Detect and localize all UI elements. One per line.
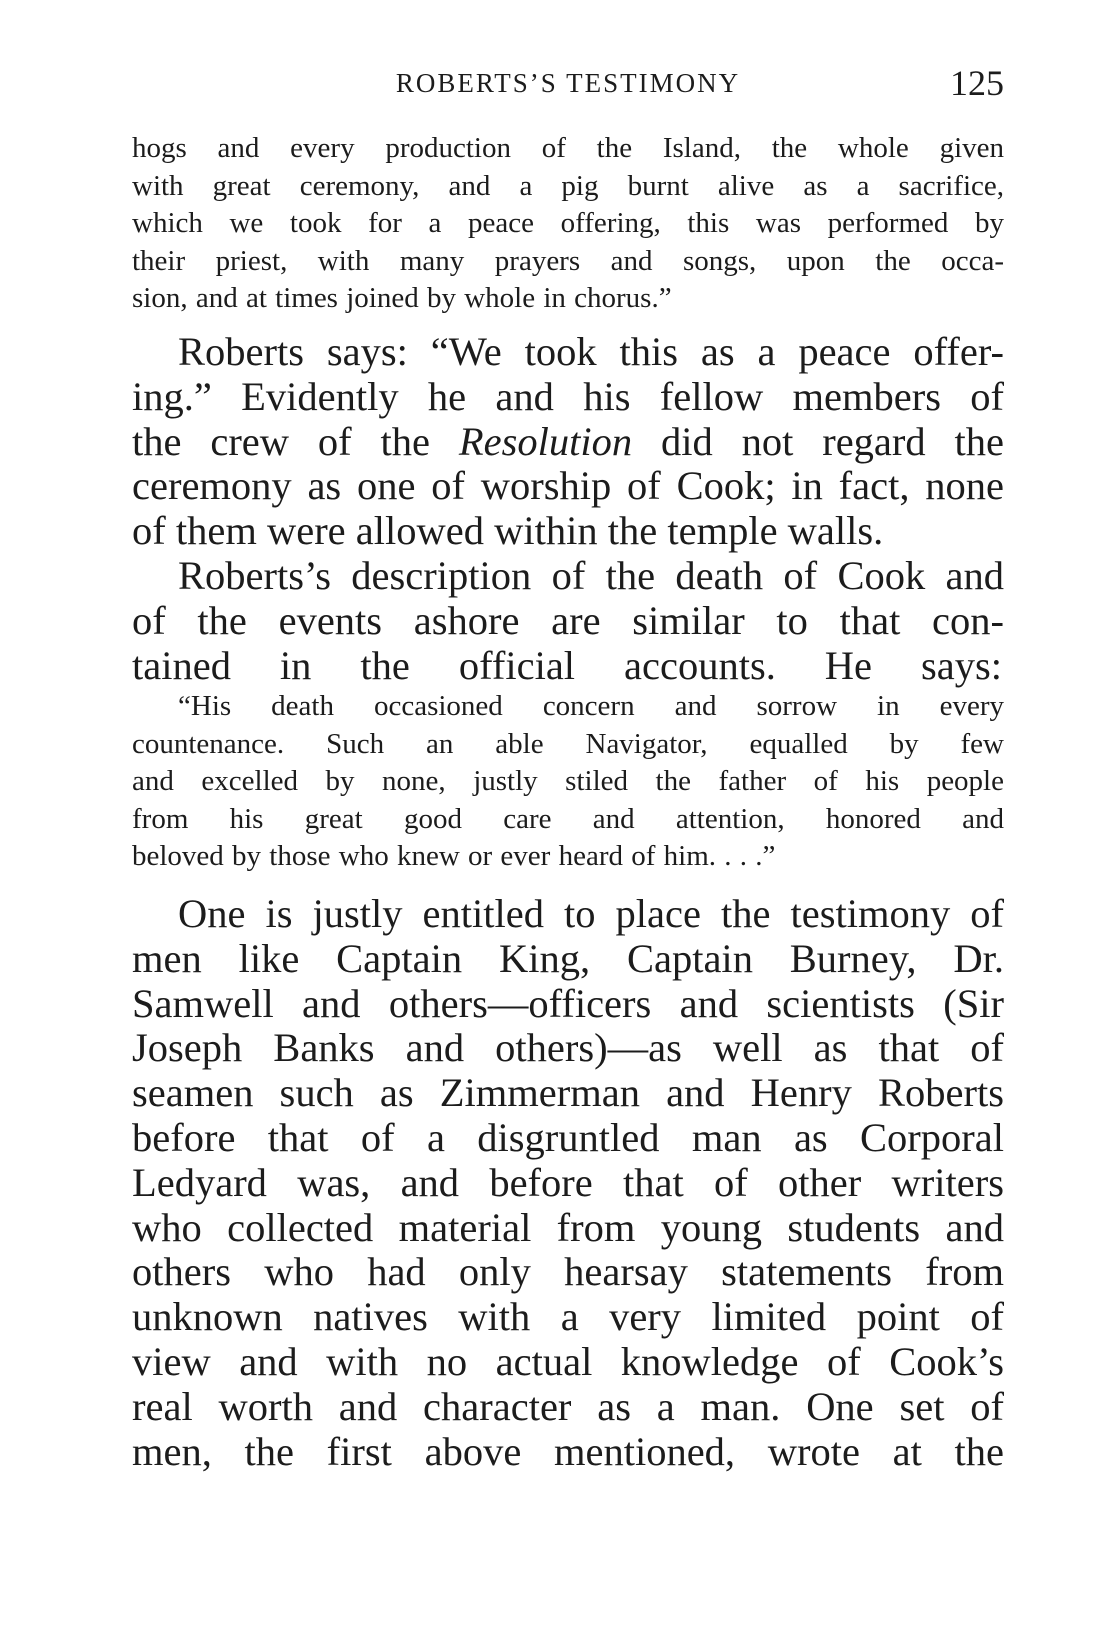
- text-line: of them were allowed within the temple walls.: [132, 508, 884, 554]
- text-line: from his great good care and attention, honored and: [132, 802, 1004, 835]
- text-line: unknown natives with a very limited point of: [132, 1294, 1004, 1340]
- ship-name: Resolution: [458, 418, 633, 464]
- text-line: of the events ashore are similar to that con-: [132, 597, 1004, 643]
- text-line: [132, 420, 1004, 465]
- text-line: “His death occasioned concern and sorrow in every: [178, 690, 1004, 722]
- text-line: others who had only hearsay statements from: [132, 1249, 1004, 1295]
- text-line: with great ceremony, and a pig burnt alive as a sacrifice,: [132, 169, 1004, 202]
- text-line: men, the first above mentioned, wrote at the: [132, 1428, 1004, 1474]
- text-segment: the crew of the: [132, 418, 459, 464]
- text-line: [132, 644, 1004, 689]
- text-line: their priest, with many prayers and songs, upon the occa-: [132, 244, 1004, 277]
- text-line: Samwell and others—officers and scientists (Sir: [132, 980, 1004, 1026]
- text-segment: did not regard the: [632, 418, 1004, 464]
- text-line: who collected material from young students and: [132, 1204, 1004, 1250]
- text-line: Roberts says: “We took this as a peace offer-: [178, 329, 1004, 374]
- body-paragraph: [132, 330, 1004, 688]
- text-line: real worth and character as a man. One set of: [132, 1383, 1004, 1429]
- text-line: ing.” Evidently he and his fellow members of: [132, 373, 1004, 419]
- text-line: seamen such as Zimmerman and Henry Roberts: [132, 1070, 1004, 1116]
- text-line: hogs and every production of the Island, the whole given: [132, 132, 1004, 164]
- text-segment: tained in the official accounts. He says:: [132, 642, 1002, 688]
- text-line: before that of a disgruntled man as Corporal: [132, 1114, 1004, 1160]
- text-line: Roberts’s description of the death of Cook and: [178, 552, 1004, 598]
- quoted-passage-continuation: [132, 130, 1004, 318]
- text-line: men like Captain King, Captain Burney, Dr.: [132, 935, 1004, 981]
- body-paragraph: [132, 892, 1004, 1474]
- text-line: Joseph Banks and others)—as well as that of: [132, 1025, 1004, 1071]
- text-line: and excelled by none, justly stiled the father of his people: [132, 765, 1004, 797]
- text-line: view and with no actual knowledge of Cook’s: [132, 1338, 1004, 1384]
- page-header: [132, 62, 1004, 106]
- text-line: ceremony as one of worship of Cook; in fact, none: [132, 463, 1004, 509]
- text-line: countenance. Such an able Navigator, equalled by few: [132, 727, 1004, 760]
- text-line: which we took for a peace offering, this was performed by: [132, 207, 1004, 239]
- text-line: sion, and at times joined by whole in chorus.”: [132, 282, 672, 314]
- text-line: Ledyard was, and before that of other writers: [132, 1159, 1004, 1205]
- running-head: ROBERTS’S TESTIMONY: [395, 68, 741, 98]
- text-line: beloved by those who knew or ever heard of him. . . .”: [132, 840, 776, 872]
- page-number: 125: [950, 63, 1004, 103]
- text-line: One is justly entitled to place the testimony of: [178, 891, 1004, 936]
- block-quote: [132, 688, 1004, 876]
